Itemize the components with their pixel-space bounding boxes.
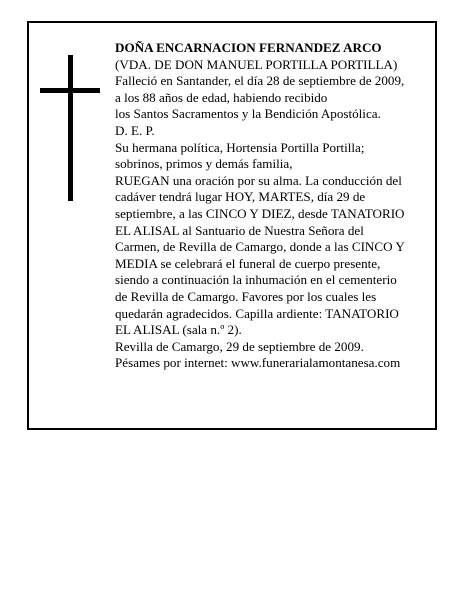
service-line: quedarán agradecidos. Capilla ardiente: TANATORIO: [115, 305, 399, 321]
rip-line: D. E. P.: [115, 122, 155, 138]
widow-of-line: (VDA. DE DON MANUEL PORTILLA PORTILLA): [115, 56, 398, 72]
family-line: sobrinos, primos y demás familia,: [115, 156, 293, 172]
cross-vertical-bar: [68, 55, 73, 201]
place-date-line: Revilla de Camargo, 29 de septiembre de 2009.: [115, 338, 364, 354]
cross-horizontal-bar: [40, 88, 100, 93]
service-line: MEDIA se celebrará el funeral de cuerpo presente,: [115, 255, 381, 271]
request-line: RUEGAN una oración por su alma. La conducción del: [115, 172, 402, 188]
condolences-line: Pésames por internet: www.funerarialamontanesa.com: [115, 355, 401, 371]
obituary-notice: [27, 21, 437, 430]
cross-icon: [40, 55, 100, 201]
service-line: Carmen, de Revilla de Camargo, donde a las CINCO Y: [115, 239, 405, 255]
notice-text: [115, 40, 433, 372]
deceased-name: DOÑA ENCARNACION FERNANDEZ ARCO: [115, 40, 382, 55]
service-line: cadáver tendrá lugar HOY, MARTES, día 29 de: [115, 189, 366, 205]
death-date-line: Falleció en Santander, el día 28 de septiembre de 2009,: [115, 73, 405, 89]
service-line: septiembre, a las CINCO Y DIEZ, desde TANATORIO: [115, 205, 405, 221]
family-line: Su hermana política, Hortensia Portilla Portilla;: [115, 139, 365, 155]
service-line: EL ALISAL al Santuario de Nuestra Señora del: [115, 222, 364, 238]
sacraments-line: los Santos Sacramentos y la Bendición Apostólica.: [115, 106, 381, 122]
service-line: siendo a continuación la inhumación en el cementerio: [115, 272, 397, 288]
age-line: a los 88 años de edad, habiendo recibido: [115, 89, 328, 105]
service-line: de Revilla de Camargo. Favores por los cuales les: [115, 288, 377, 304]
chapel-line: EL ALISAL (sala n.º 2).: [115, 322, 242, 338]
